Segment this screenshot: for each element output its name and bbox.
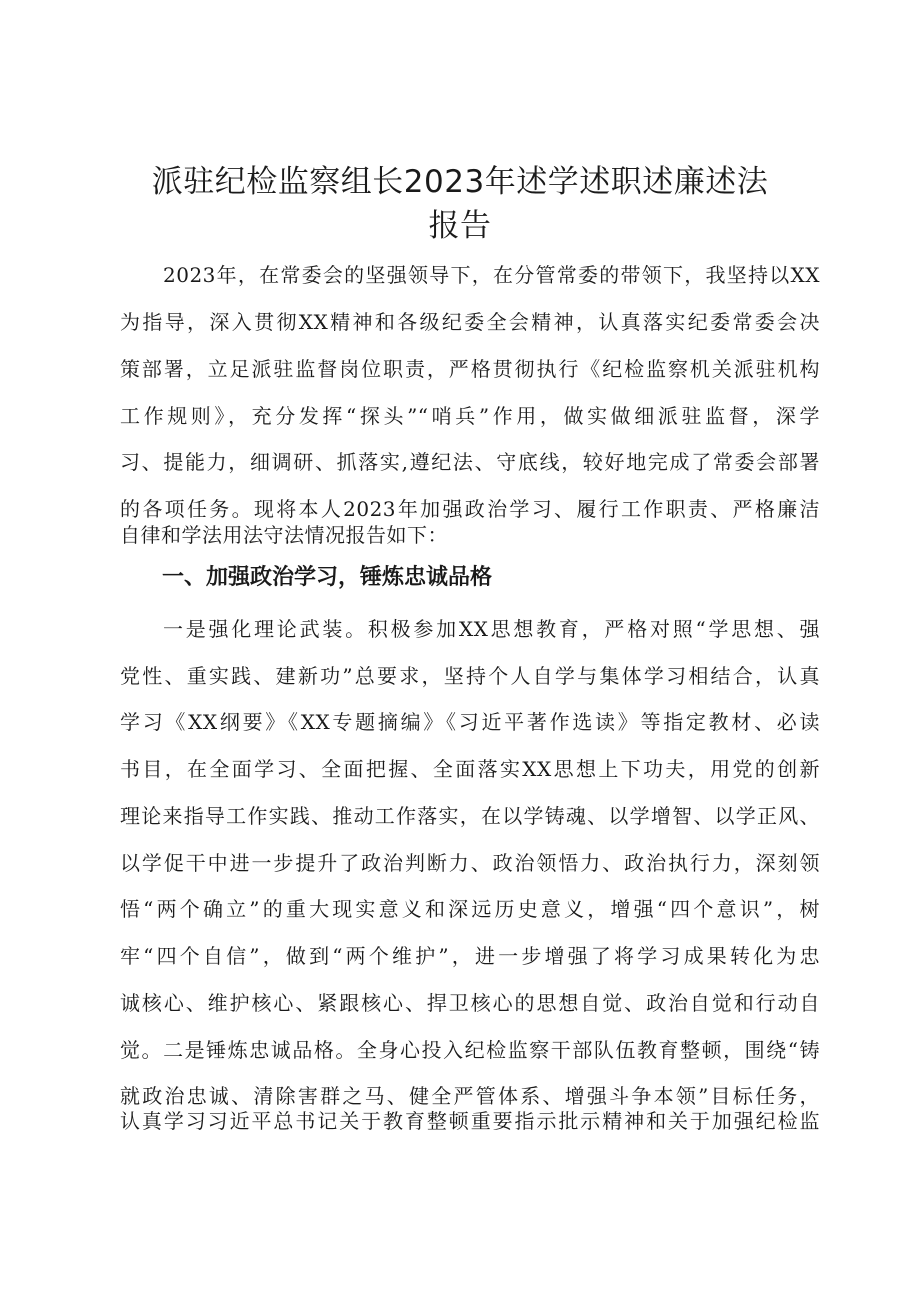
body-paragraph-line: 诚核心、维护核心、紧跟核心、捍卫核心的思想自觉、政治自觉和行动自 <box>120 991 820 1015</box>
intro-paragraph-line: 2023年，在常委会的坚强领导下，在分管常委的带领下，我坚持以XX <box>163 263 820 287</box>
body-paragraph-line: 一是强化理论武装。积极参加XX思想教育，严格对照“学思想、强 <box>163 617 820 641</box>
body-paragraph-line: 觉。二是锤炼忠诚品格。全身心投入纪检监察干部队伍教育整顿，围绕“铸 <box>120 1038 820 1062</box>
body-paragraph-line: 就政治忠诚、清除害群之马、健全严管体系、增强斗争本领”目标任务， <box>120 1084 820 1108</box>
intro-paragraph-line: 习、提能力，细调研、抓落实,遵纪法、守底线，较好地完成了常委会部署 <box>120 450 820 474</box>
intro-paragraph-line: 自律和学法用法守法情况报告如下： <box>120 523 448 547</box>
body-paragraph-line: 以学促干中进一步提升了政治判断力、政治领悟力、政治执行力，深刻领 <box>120 851 820 875</box>
body-paragraph-line: 理论来指导工作实践、推动工作落实，在以学铸魂、以学增智、以学正风、 <box>120 804 820 828</box>
body-paragraph-line: 牢“四个自信”，做到“两个维护”，进一步增强了将学习成果转化为忠 <box>120 944 820 968</box>
body-paragraph-line: 书目，在全面学习、全面把握、全面落实XX思想上下功夫，用党的创新 <box>120 757 820 781</box>
document-title-line-2: 报告 <box>428 208 492 244</box>
intro-paragraph-line: 策部署，立足派驻监督岗位职责，严格贯彻执行《纪检监察机关派驻机构 <box>120 357 820 381</box>
section-heading: 一、加强政治学习，锤炼忠诚品格 <box>162 565 493 590</box>
document-title-line-1: 派驻纪检监察组长2023年述学述职述廉述法 <box>151 164 769 200</box>
intro-paragraph-line: 的各项任务。现将本人2023年加强政治学习、履行工作职责、严格廉洁 <box>120 497 820 521</box>
intro-paragraph-line: 为指导，深入贯彻XX精神和各级纪委全会精神，认真落实纪委常委会决 <box>120 310 820 334</box>
body-paragraph-line: 悟“两个确立”的重大现实意义和深远历史意义，增强“四个意识”，树 <box>120 897 820 921</box>
intro-paragraph-line: 工作规则》，充分发挥“探头”“哨兵”作用，做实做细派驻监督，深学 <box>120 404 820 428</box>
body-paragraph-line: 党性、重实践、建新功”总要求，坚持个人自学与集体学习相结合，认真 <box>120 664 820 688</box>
body-paragraph-line: 认真学习习近平总书记关于教育整顿重要指示批示精神和关于加强纪检监 <box>120 1109 820 1133</box>
body-paragraph-line: 学习《XX纲要》《XX专题摘编》《习近平著作选读》等指定教材、必读 <box>120 710 820 734</box>
